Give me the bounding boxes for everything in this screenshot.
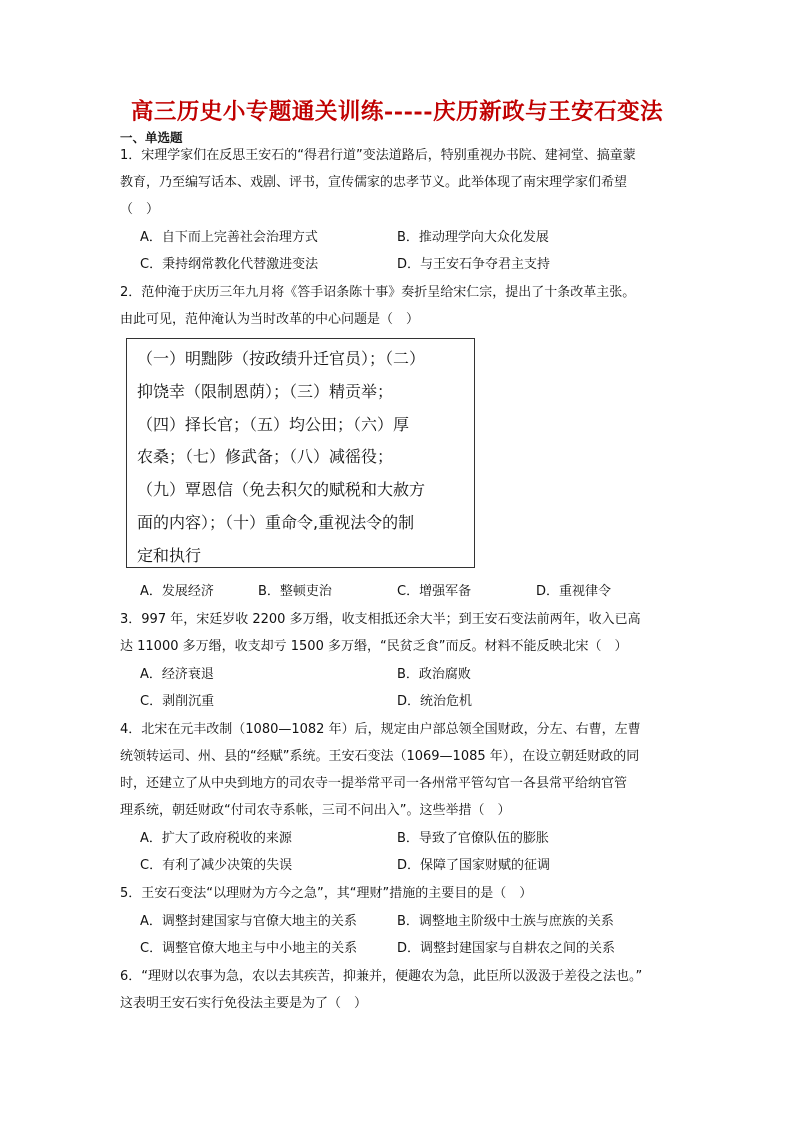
material-line: 农桑；（七）修武备；（八）减徭役； bbox=[137, 447, 394, 467]
option-c: C．调整官僚大地主与中小地主的关系 bbox=[140, 941, 358, 956]
option-c: C．有利了减少决策的失误 bbox=[140, 858, 293, 873]
material-line: （九）覃恩信（免去积欠的赋税和大赦方 bbox=[137, 480, 426, 500]
material-line: 面的内容）；（十）重命令,重视法令的制 bbox=[137, 512, 415, 532]
option-d: D．重视律令 bbox=[536, 584, 612, 599]
page-title: 高三历史小专题通关训练-----庆历新政与王安石变法 bbox=[130, 99, 664, 125]
option-b: B．推动理学向大众化发展 bbox=[397, 230, 549, 245]
question-text: （ ） bbox=[120, 202, 160, 217]
option-b: B．调整地主阶级中士族与庶族的关系 bbox=[397, 914, 614, 929]
option-d: D．调整封建国家与自耕农之间的关系 bbox=[397, 941, 616, 956]
option-b: B．整顿吏治 bbox=[258, 584, 332, 599]
question-text: 1．宋理学家们在反思王安石的“得君行道”变法道路后，特别重视办书院、建祠堂、搞童蒙 bbox=[120, 148, 636, 163]
question-text: 教育，乃至编写话本、戏剧、评书，宣传儒家的忠孝节义。此举体现了南宋理学家们希望 bbox=[120, 175, 628, 190]
material-line: （一）明黜陟（按政绩升迁官员）；（二） bbox=[137, 349, 426, 368]
section-heading: 一、单选题 bbox=[120, 130, 183, 145]
option-c: C．剥削沉重 bbox=[140, 694, 215, 709]
material-line: （四）择长官；（五）均公田；（六）厚 bbox=[137, 414, 410, 434]
material-line: 定和执行 bbox=[137, 545, 202, 565]
material-box bbox=[126, 338, 475, 568]
option-a: A．扩大了政府税收的来源 bbox=[140, 831, 292, 846]
question-text: 时，还建立了从中央到地方的司农寺一提举常平司一各州常平管勾官一各县常平给纳官管 bbox=[120, 776, 628, 791]
question-text: 6．“理财以农事为急，农以去其疾苦，抑兼并，便趣农为急，此臣所以汲汲于差役之法也。” bbox=[120, 969, 643, 984]
option-b: B．政治腐败 bbox=[397, 667, 471, 682]
question-text: 3．997 年，宋廷岁收 2200 多万缗，收支相抵还余大半；到王安石变法前两年，收入已高 bbox=[120, 612, 641, 627]
question-text: 5．王安石变法“以理财为方今之急”，其“理财”措施的主要目的是（ ） bbox=[120, 886, 533, 901]
question-text: 理系统，朝廷财政“付司农寺系帐，三司不问出入”。这些举措（ ） bbox=[120, 803, 511, 818]
option-d: D．统治危机 bbox=[397, 694, 473, 709]
option-c: C．增强军备 bbox=[397, 584, 472, 599]
question-text: 统领转运司、州、县的“经赋”系统。王安石变法（1069—1085 年），在设立朝廷财政的同 bbox=[120, 749, 640, 764]
question-text: 达 11000 多万缗，收支却亏 1500 多万缗，“民贫乏食”而反。材料不能反映北宋（ ） bbox=[120, 639, 628, 654]
option-d: D．与王安石争夺君主支持 bbox=[397, 257, 551, 272]
option-c: C．秉持纲常教化代替激进变法 bbox=[140, 257, 319, 272]
question-text: 这表明王安石实行免役法主要是为了（ ） bbox=[120, 996, 368, 1011]
option-d: D．保障了国家财赋的征调 bbox=[397, 858, 551, 873]
option-a: A．经济衰退 bbox=[140, 667, 214, 682]
question-text: 2．范仲淹于庆历三年九月将《答手诏条陈十事》奏折呈给宋仁宗，提出了十条改革主张。 bbox=[120, 285, 636, 300]
material-line: 抑饶幸（限制恩荫）；（三）精贡举； bbox=[137, 381, 394, 401]
option-a: A．调整封建国家与官僚大地主的关系 bbox=[140, 914, 357, 929]
option-b: B．导致了官僚队伍的膨胀 bbox=[397, 831, 549, 846]
question-text: 4．北宋在元丰改制（1080—1082 年）后，规定由户部总领全国财政，分左、右曹，左曹 bbox=[120, 722, 641, 737]
option-a: A．自下而上完善社会治理方式 bbox=[140, 230, 318, 245]
option-a: A．发展经济 bbox=[140, 584, 214, 599]
question-text: 由此可见，范仲淹认为当时改革的中心问题是（ ） bbox=[120, 312, 420, 327]
